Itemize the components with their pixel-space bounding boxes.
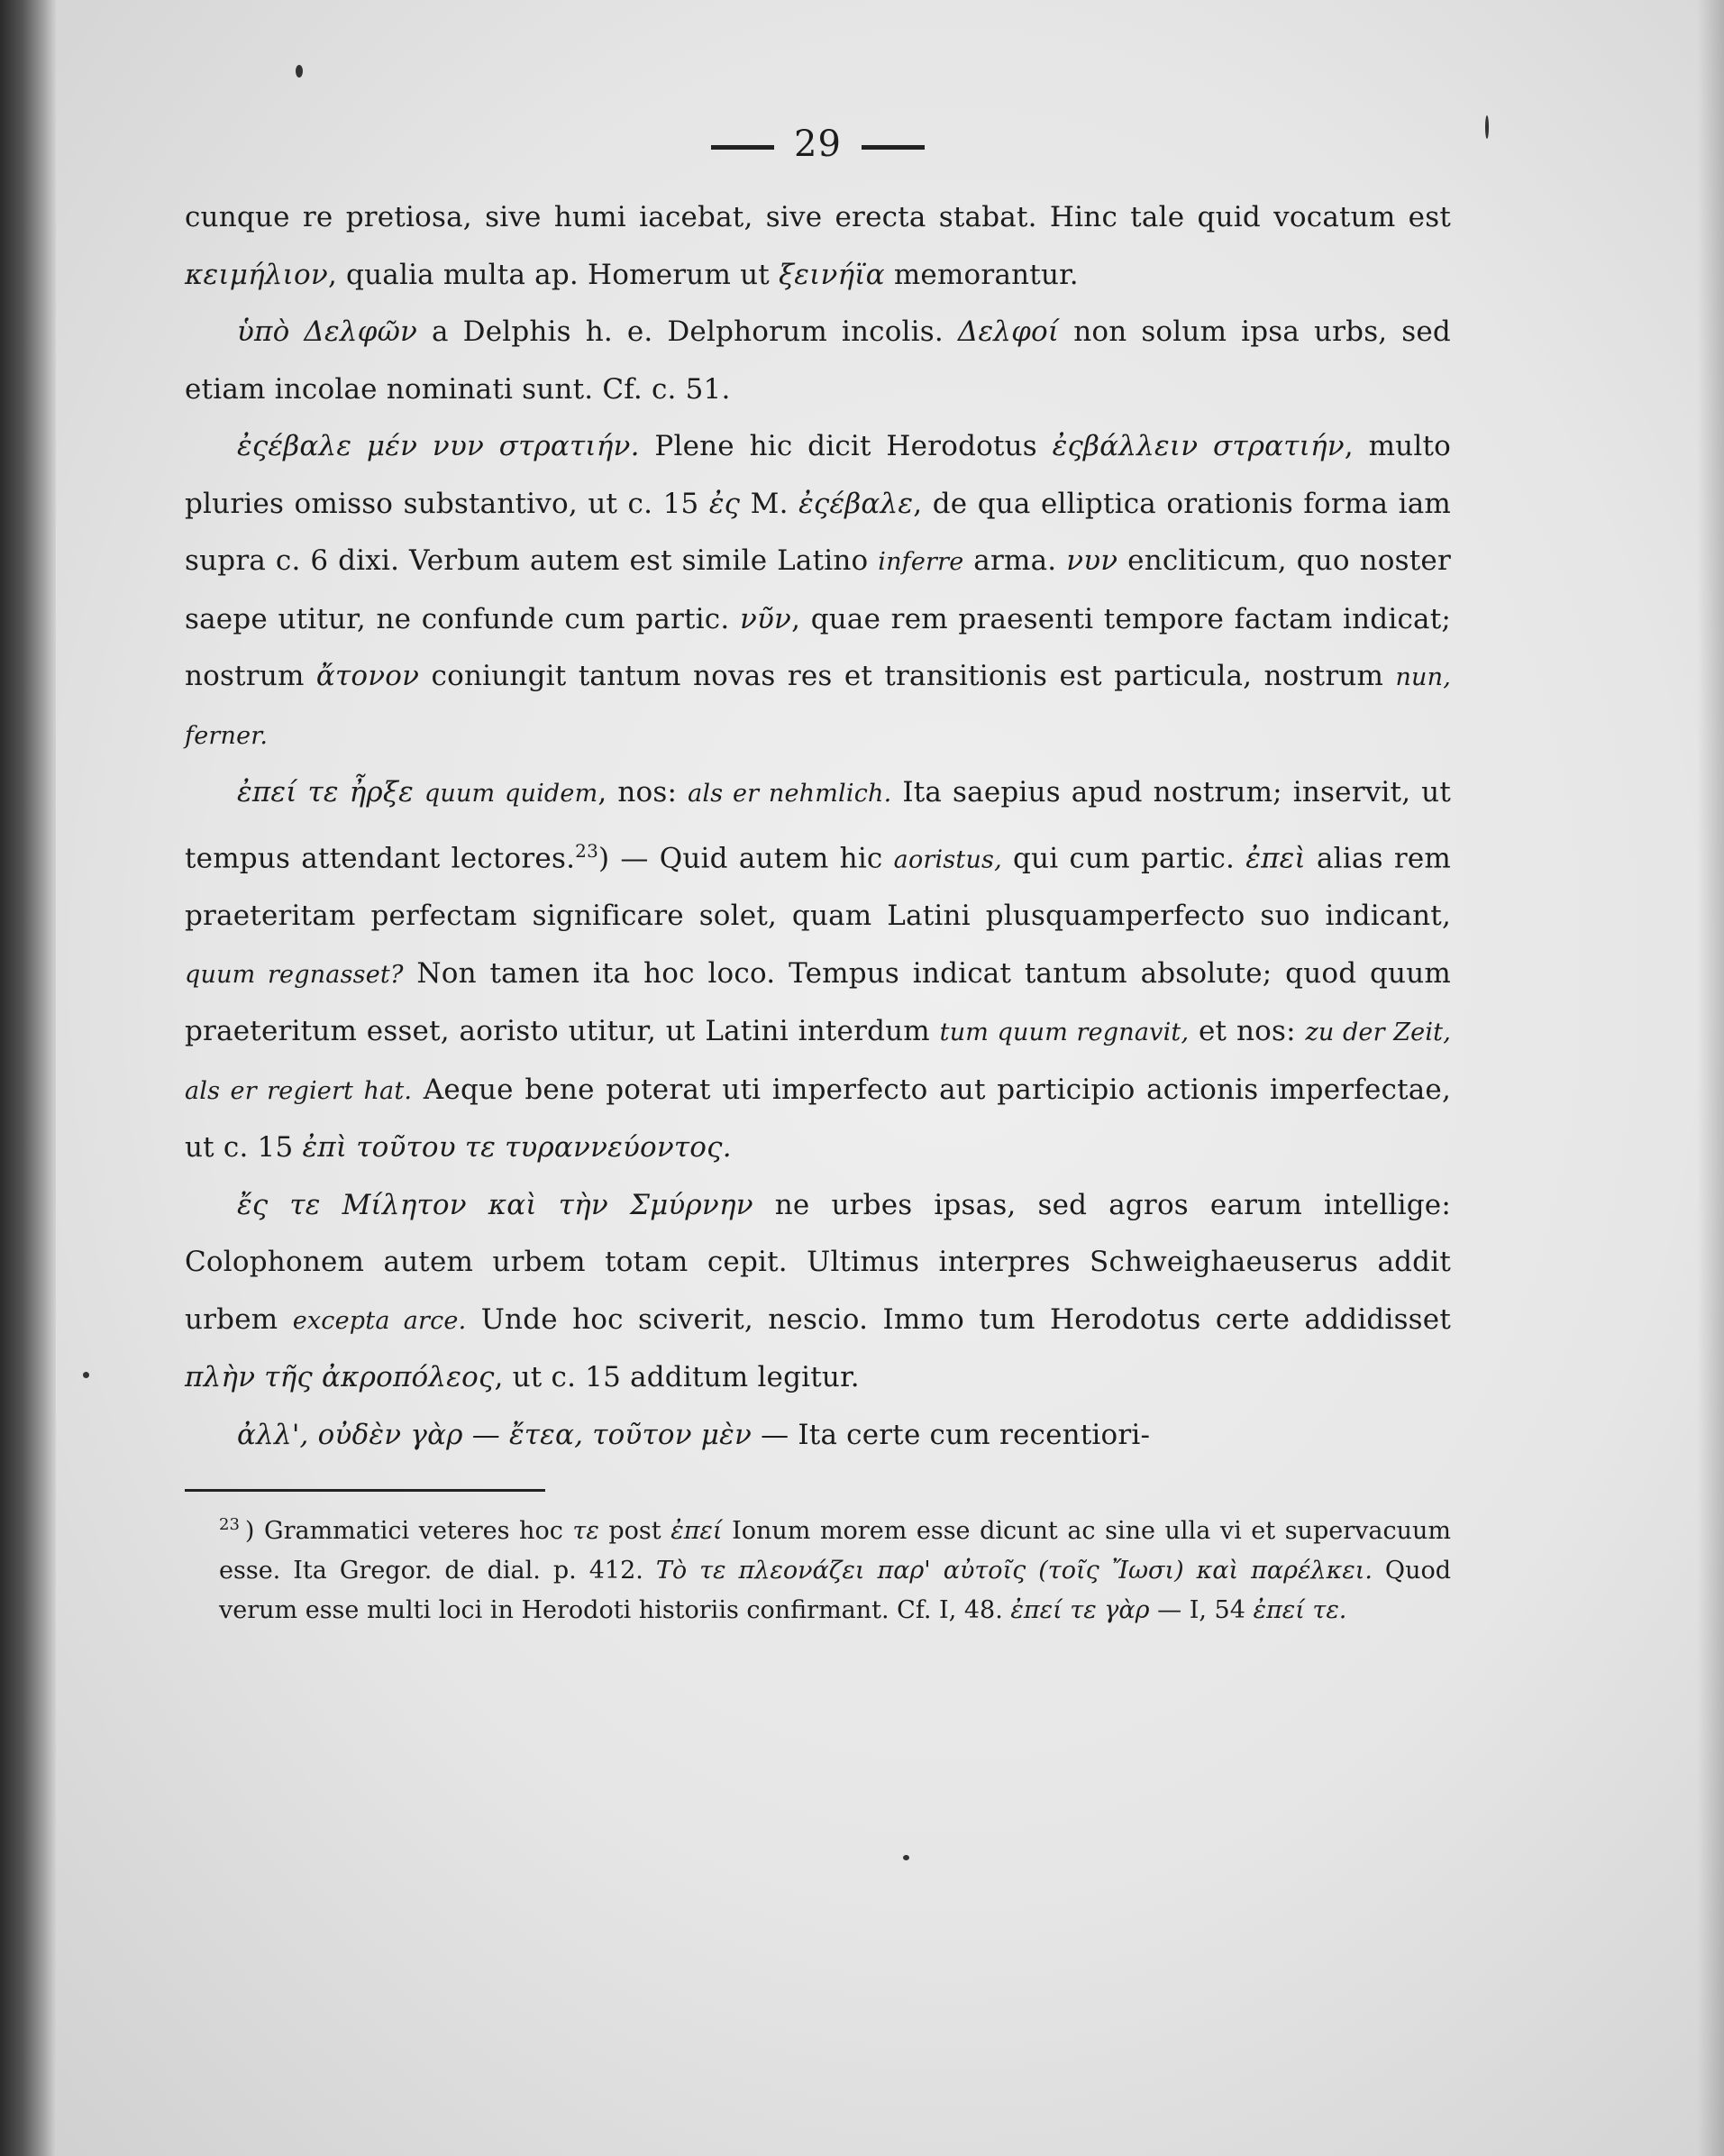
text-run: encliticum, quo noster saepe utitur, ne confunde cum partic.: [185, 544, 1451, 635]
greek-text: ξεινήϊα: [778, 258, 885, 291]
paragraph: [185, 189, 1451, 304]
page-content: [185, 117, 1451, 1631]
italic-text: tum quum regnavit,: [939, 1019, 1190, 1047]
greek-text: ἐς: [708, 487, 741, 520]
italic-text: inferre: [878, 548, 964, 576]
text-run: qui cum partic.: [1001, 841, 1246, 874]
text-run: ne urbes ipsas, sed agros earum intellige: Colophonem autem urbem totam cepit. Ultimus interpres Schweighaeuserus addit urbem: [185, 1188, 1451, 1336]
text-run: Non tamen ita hoc loco. Tempus indicat tantum absolute; quod quum praeteritum esset, aoristo utitur, ut Latini interdum: [185, 956, 1451, 1048]
text-run: Aeque bene poterat uti imperfecto aut participio actionis imperfectae, ut c. 15: [185, 1073, 1452, 1165]
paragraph: [185, 418, 1451, 764]
page-number: 29: [794, 123, 842, 165]
italic-text: zu der Zeit, als er regiert hat.: [185, 1019, 1451, 1105]
text-run: , multo pluries omisso substantivo, ut c. 15: [185, 430, 1451, 520]
greek-text: ἐπεί τε.: [1253, 1596, 1347, 1625]
greek-text: ἐςέβαλε: [798, 487, 914, 520]
scan-speck: [296, 65, 303, 78]
text-run: , qualia multa ap. Homerum ut: [327, 258, 779, 291]
text-run: ) Grammatici veteres hoc: [244, 1517, 573, 1546]
text-run: ) — Quid autem hic: [598, 841, 894, 874]
text-run: alias rem praeteritam perfectam significare solet, quam Latini plusquamperfecto suo indicant,: [185, 841, 1451, 933]
greek-text: Τὸ τε πλεονάζει παρ' αὐτοῖς (τοῖς Ἴωσι) καὶ παρέλκει.: [655, 1557, 1373, 1585]
text-run: Ita saepius apud nostrum; inservit, ut tempus attendant lectores.: [185, 776, 1451, 874]
greek-text: ἐπὶ τοῦτου τε τυραννεύοντος.: [302, 1131, 732, 1165]
footnote-reference: 23: [575, 839, 598, 862]
italic-text: excepta arce.: [292, 1306, 467, 1335]
text-run: post: [598, 1517, 671, 1546]
greek-text: πλὴν τῆς ἀκροπόλεος: [185, 1361, 495, 1394]
paragraph: [185, 1177, 1451, 1407]
book-gutter: [0, 0, 56, 2156]
greek-text: νυν: [1066, 544, 1118, 577]
italic-text: als er nehmlich.: [688, 780, 892, 808]
greek-text: ἐπεί τε γὰρ: [1010, 1596, 1150, 1625]
body-text: [185, 189, 1451, 1464]
footnote-text: [219, 1517, 1451, 1624]
text-run: non solum ipsa urbs, sed etiam incolae nominati sunt. Cf. c. 51.: [185, 315, 1451, 406]
text-run: , de qua elliptica orationis forma iam supra c. 6 dixi. Verbum autem est simile Latino: [185, 487, 1452, 577]
scan-speck: [903, 1855, 909, 1860]
scan-speck: [1485, 115, 1489, 139]
text-run: arma.: [963, 544, 1067, 577]
greek-text: ἔς τε Μίλητον καὶ τὴν Σμύρνην: [237, 1188, 753, 1221]
page-header: [185, 117, 1451, 171]
text-run: [414, 776, 424, 808]
greek-text: ἄτονον: [315, 660, 420, 692]
header-dash-left: [711, 145, 774, 150]
greek-text: τε: [572, 1517, 599, 1546]
text-run: Plene hic dicit Herodotus: [639, 430, 1053, 462]
greek-text: ἐςέβαλε μέν νυν στρατιήν.: [237, 430, 640, 462]
text-run: Unde hoc sciverit, nescio. Immo tum Herodotus certe addidisset: [466, 1302, 1451, 1336]
paragraph: [185, 764, 1451, 1177]
paragraph: [185, 304, 1451, 418]
italic-text: quum quidem: [424, 780, 598, 808]
greek-text: ἐπεί: [670, 1517, 723, 1546]
page-edge-shadow: [1697, 0, 1724, 2156]
text-run: — Ita certe cum recentiori-: [752, 1418, 1151, 1451]
text-run: — I, 54: [1149, 1596, 1254, 1625]
text-run: Ionum morem esse dicunt ac sine ulla vi et supervacuum esse. Ita Gregor. de dial. p. 412.: [219, 1517, 1451, 1585]
greek-text: νῦν: [739, 602, 792, 635]
greek-text: Δελφοί: [957, 315, 1060, 348]
italic-text: aoristus,: [893, 845, 1002, 873]
italic-text: nun, ferner.: [185, 663, 1451, 750]
text-run: memorantur.: [884, 258, 1079, 291]
text-run: coniungit tantum novas res et transitionis est particula, nostrum: [419, 660, 1396, 692]
greek-text: κειμήλιον: [185, 258, 328, 291]
text-run: , nos:: [597, 776, 689, 808]
footnote-mark: 23: [219, 1515, 240, 1535]
text-run: , quae rem praesenti tempore factam indicat; nostrum: [185, 602, 1452, 692]
footnote: [185, 1512, 1451, 1631]
text-run: M.: [740, 487, 799, 520]
header-dash-right: [862, 145, 925, 150]
italic-text: quum regnasset?: [185, 960, 404, 989]
text-run: , ut c. 15 additum legitur.: [494, 1361, 860, 1394]
text-run: Quod verum esse multi loci in Herodoti historiis confirmant. Cf. I, 48.: [219, 1557, 1451, 1625]
greek-text: ἐπεὶ: [1245, 841, 1306, 874]
greek-text: ἐπεί τε ἦρξε: [237, 776, 414, 808]
text-run: et nos:: [1189, 1015, 1306, 1048]
footnote-rule: [185, 1489, 545, 1492]
text-run: cunque re pretiosa, sive humi iacebat, sive erecta stabat. Hinc tale quid vocatum est: [185, 201, 1451, 233]
text-run: a Delphis h. e. Delphorum incolis.: [417, 315, 958, 348]
greek-text: ἐςβάλλειν στρατιήν: [1052, 430, 1345, 462]
scan-speck: [83, 1372, 89, 1378]
paragraph: [185, 1407, 1451, 1465]
greek-text: ὑπὸ Δελφῶν: [237, 315, 418, 348]
greek-text: ἀλλ', οὐδὲν γὰρ — ἔτεα, τοῦτον μὲν: [237, 1418, 753, 1451]
